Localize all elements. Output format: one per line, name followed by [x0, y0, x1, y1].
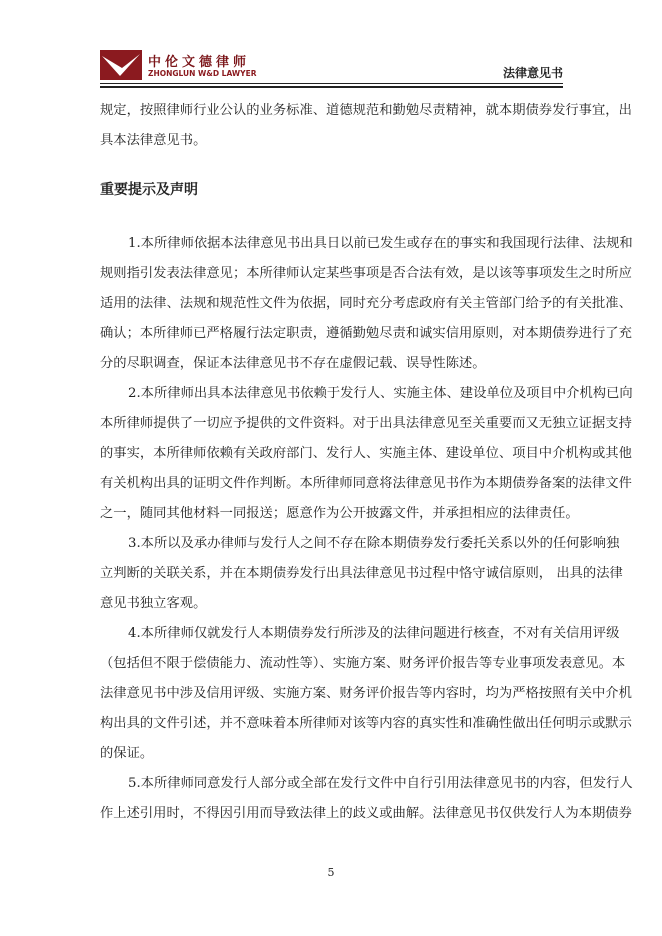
document-type-label: 法律意见书	[502, 66, 563, 80]
logo-mark-icon	[100, 50, 142, 80]
text-line: 的事实，本所律师依赖有关政府部门、发行人、实施主体、建设单位、项目中介机构或其他	[100, 446, 632, 461]
text-line: （包括但不限于偿债能力、流动性等）、实施方案、财务评价报告等专业事项发表意见。本	[100, 656, 626, 671]
text-line: 1.本所律师依据本法律意见书出具日以前已发生或存在的事实和我国现行法律、法规和	[128, 236, 633, 251]
text-line: 法律意见书中涉及信用评级、实施方案、财务评价报告等内容时，均为严格按照有关中介机	[100, 686, 632, 701]
statement-paragraph	[100, 229, 633, 379]
text-line: 确认；本所律师已严格履行法定职责，遵循勤勉尽责和诚实信用原则，对本期债券进行了充	[100, 326, 632, 341]
document-body	[100, 96, 633, 829]
text-line: 之一，随同其他材料一同报送；愿意作为公开披露文件，并承担相应的法律责任。	[100, 506, 579, 521]
text-line: 构出具的文件引述，并不意味着本所律师对该等内容的真实性和准确性做出任何明示或默示	[100, 716, 632, 731]
section-heading: 重要提示及声明	[100, 182, 198, 198]
text-line: 2.本所律师出具本法律意见书依赖于发行人、实施主体、建设单位及项目中介机构已向	[128, 386, 633, 401]
logo-chinese-name: 中伦文德律师	[148, 55, 251, 70]
text-line: 4.本所律师仅就发行人本期债券发行所涉及的法律问题进行核查，不对有关信用评级	[128, 626, 620, 641]
text-line: 立判断的关联关系，并在本期债券发行出具法律意见书过程中恪守诚信原则， 出具的法律	[100, 566, 623, 581]
text-line: 分的尽职调查，保证本法律意见书不存在虚假记载、误导性陈述。	[100, 356, 486, 371]
logo-english-name: ZHONGLUN W&D LAWYER	[148, 69, 257, 78]
statement-paragraph	[100, 379, 633, 529]
text-line: 有关机构出具的证明文件作判断。本所律师同意将法律意见书作为本期债券备案的法律文件	[100, 476, 632, 491]
intro-paragraph	[100, 96, 632, 156]
statement-paragraph	[100, 619, 632, 769]
text-line: 适用的法律、法规和规范性文件为依据，同时充分考虑政府有关主管部门给予的有关批准、	[100, 296, 632, 311]
text-line: 本所律师提供了一切应予提供的文件资料。对于出具法律意见至关重要而又无独立证据支持	[100, 416, 632, 431]
text-line: 的保证。	[100, 746, 154, 761]
page-number: 5	[327, 866, 335, 879]
statement-paragraph	[100, 529, 623, 619]
text-line: 5.本所律师同意发行人部分或全部在发行文件中自行引用法律意见书的内容，但发行人	[128, 776, 633, 791]
text-line: 规则指引发表法律意见；本所律师认定某些事项是否合法有效，是以该等事项发生之时所应	[100, 266, 632, 281]
text-line: 意见书独立客观。	[100, 596, 207, 611]
firm-logo	[100, 50, 270, 82]
text-line: 规定，按照律师行业公认的业务标准、道德规范和勤勉尽责精神，就本期债券发行事宜，出	[100, 103, 632, 118]
text-line: 具本法律意见书。	[100, 133, 207, 148]
text-line: 3.本所以及承办律师与发行人之间不存在除本期债券发行委托关系以外的任何影响独	[128, 536, 620, 551]
text-line: 作上述引用时，不得因引用而导致法律上的歧义或曲解。法律意见书仅供发行人为本期债券	[100, 806, 632, 821]
statement-list	[100, 229, 633, 829]
header-divider	[100, 83, 563, 84]
statement-paragraph	[100, 769, 633, 829]
header-divider-thick	[100, 86, 563, 88]
